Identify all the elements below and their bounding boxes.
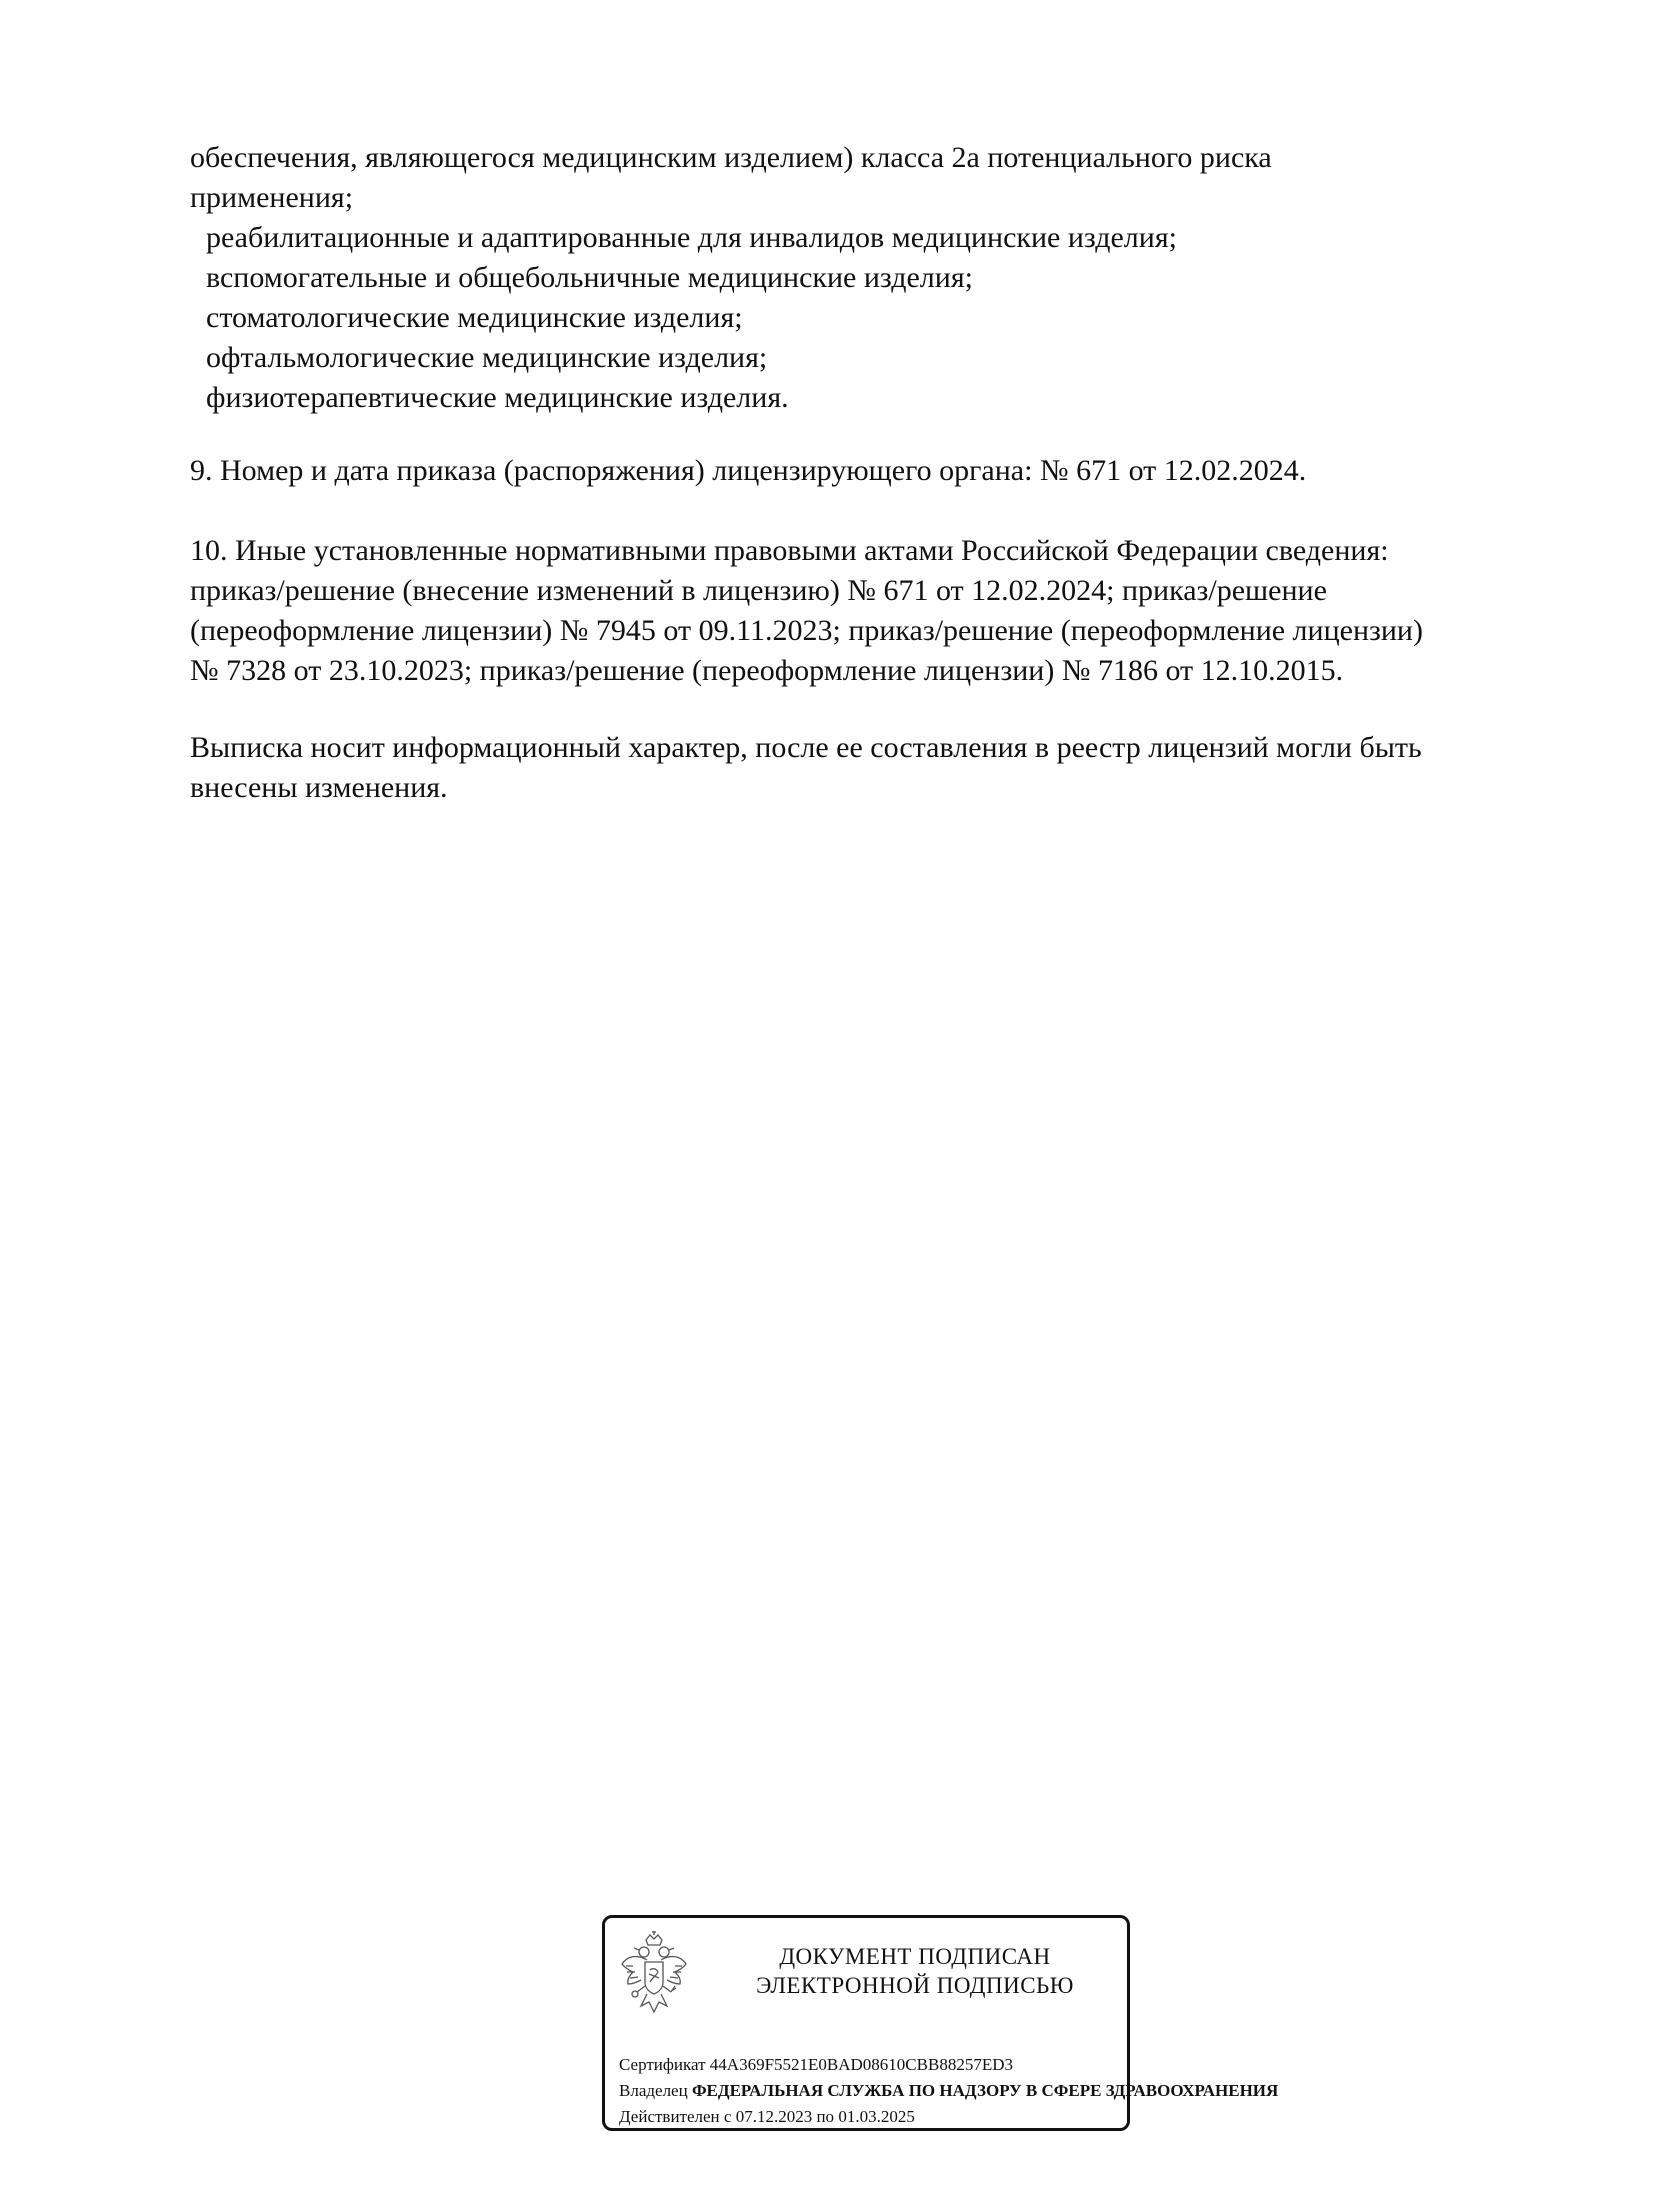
list-item: реабилитационные и адаптированные для инвалидов медицинские изделия;: [206, 221, 1177, 254]
valid-to: 01.03.2025: [838, 2107, 915, 2126]
stamp-title-line-2: ЭЛЕКТРОННОЙ ПОДПИСЬЮ: [756, 1973, 1074, 1998]
item-10-line-1: 10. Иные установленные нормативными правовыми актами Российской Федерации сведения:: [190, 534, 1389, 567]
list-item: офтальмологические медицинские изделия;: [206, 341, 768, 374]
disclaimer-line-1: Выписка носит информационный характер, после ее составления в реестр лицензий могли быть: [190, 731, 1422, 764]
stamp-title: [705, 1942, 1125, 2000]
certificate-value: 44A369F5521E0BAD08610CBB88257ED3: [709, 2055, 1013, 2074]
continuation-line-1: обеспечения, являющегося медицинским изделием) класса 2а потенциального риска: [190, 141, 1272, 174]
valid-to-label: по: [816, 2107, 835, 2126]
valid-from: 07.12.2023: [735, 2107, 813, 2126]
item-10-line-2: приказ/решение (внесение изменений в лицензию) № 671 от 12.02.2024; приказ/решение: [190, 574, 1327, 607]
russian-coat-of-arms-icon: [619, 1932, 689, 2016]
owner-row: [619, 2078, 1279, 2104]
electronic-signature-stamp: [602, 1915, 1279, 2131]
owner-label: Владелец: [619, 2081, 688, 2100]
disclaimer-line-2: внесены изменения.: [190, 771, 448, 804]
item-10-line-3: (переоформление лицензии) № 7945 от 09.11.2023; приказ/решение (переоформление лицензии): [190, 614, 1423, 647]
stamp-title-line-1: ДОКУМЕНТ ПОДПИСАН: [779, 1944, 1051, 1969]
owner-value: ФЕДЕРАЛЬНАЯ СЛУЖБА ПО НАДЗОРУ В СФЕРЕ ЗДРАВООХРАНЕНИЯ: [691, 2081, 1279, 2100]
certificate-row: [619, 2052, 1179, 2078]
list-item: стоматологические медицинские изделия;: [206, 301, 743, 334]
stamp-details: [619, 2052, 1279, 2130]
disclaimer-paragraph: [190, 728, 1550, 808]
certificate-label: Сертификат: [619, 2055, 706, 2074]
valid-label: Действителен с: [619, 2107, 732, 2126]
item-10-paragraph: [190, 531, 1550, 691]
item-9-line: 9. Номер и дата приказа (распоряжения) лицензирующего органа: № 671 от 12.02.2024.: [190, 454, 1307, 487]
continuation-line-2: применения;: [190, 181, 354, 214]
validity-row: [619, 2104, 1179, 2130]
continuation-paragraph: [190, 138, 1550, 418]
item-9-paragraph: [190, 451, 1550, 491]
list-item: вспомогательные и общебольничные медицинские изделия;: [206, 261, 973, 294]
list-item: физиотерапевтические медицинские изделия.: [206, 381, 789, 414]
item-10-line-4: № 7328 от 23.10.2023; приказ/решение (переоформление лицензии) № 7186 от 12.10.2015.: [190, 654, 1344, 687]
